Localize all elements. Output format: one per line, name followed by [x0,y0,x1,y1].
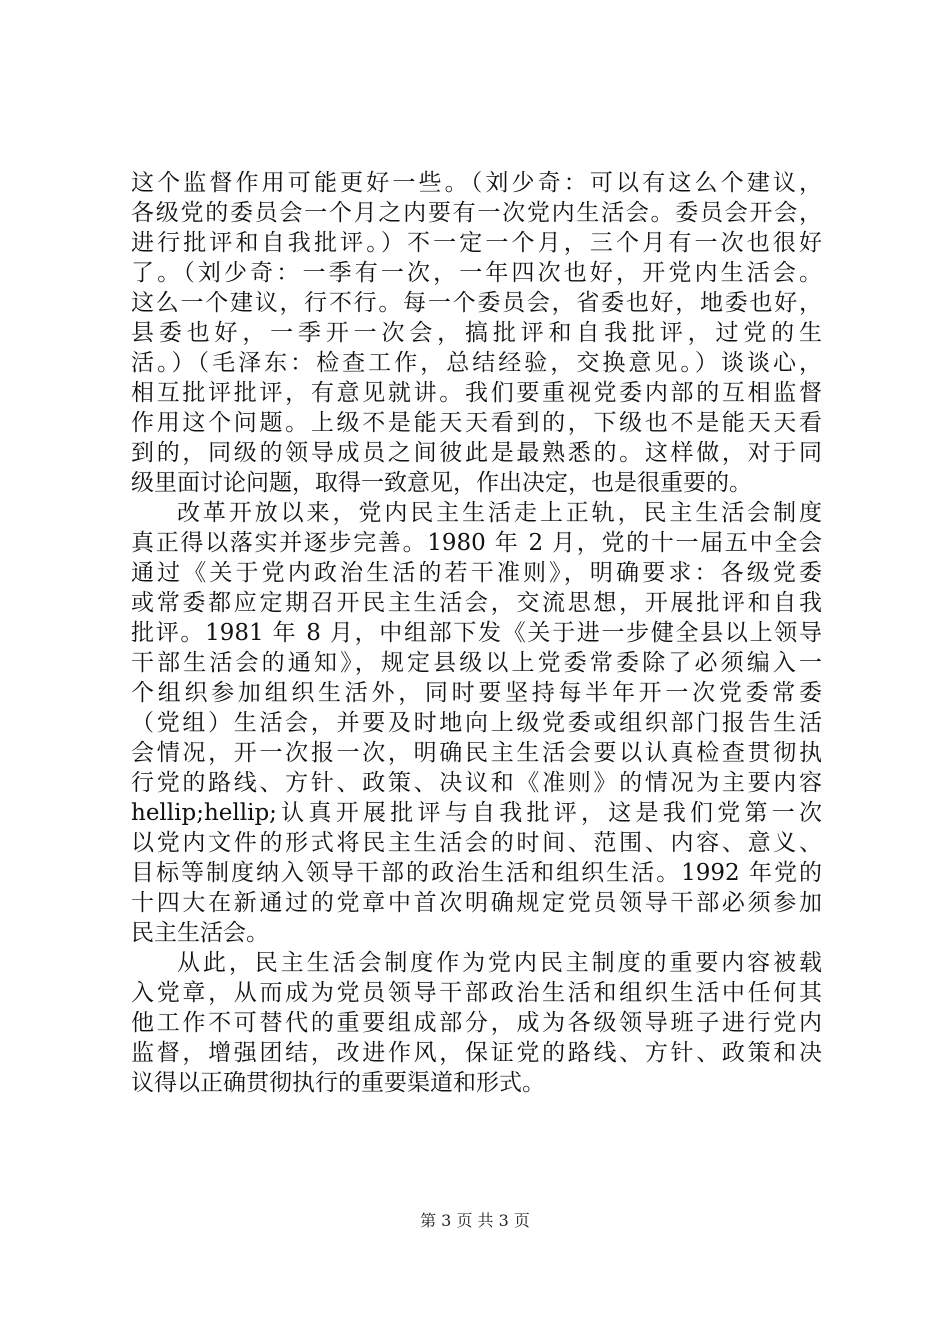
text-line: 县委也好，一季开一次会，搞批评和自我批评，过党的生 [131,320,822,346]
text-line: 批评。1981 年 8 月，中组部下发《关于进一步健全县以上领导 [131,620,822,646]
text-line: 了。（刘少奇：一季有一次，一年四次也好，开党内生活会。 [131,260,822,286]
text-line: 以党内文件的形式将民主生活会的时间、范围、内容、意义、 [131,830,822,856]
text-line: hellip;hellip;认真开展批评与自我批评，这是我们党第一次 [131,800,822,826]
text-line: 活。）（毛泽东：检查工作，总结经验，交换意见。）谈谈心， [131,350,822,376]
paragraph [131,168,822,498]
text-line: 目标等制度纳入领导干部的政治生活和组织生活。1992 年党的 [131,860,822,886]
paragraph [131,498,822,948]
text-line: 各级党的委员会一个月之内要有一次党内生活会。委员会开会， [131,200,822,226]
page-number-footer: 第 3 页 共 3 页 [420,1211,530,1230]
text-line: 通过《关于党内政治生活的若干准则》，明确要求：各级党委 [131,560,822,586]
text-line: 进行批评和自我批评。）不一定一个月，三个月有一次也很好 [131,230,822,256]
document-body [131,168,822,1098]
text-line: 真正得以落实并逐步完善。1980 年 2 月，党的十一届五中全会 [131,530,822,556]
text-line: 议得以正确贯彻执行的重要渠道和形式。 [131,1070,545,1096]
text-line: 作用这个问题。上级不是能天天看到的，下级也不是能天天看 [131,410,822,436]
text-line: 行党的路线、方针、政策、决议和《准则》的情况为主要内容 [131,770,822,796]
text-line: 从此，民主生活会制度作为党内民主制度的重要内容被载 [177,950,822,976]
text-line: 干部生活会的通知》，规定县级以上党委常委除了必须编入一 [131,650,822,676]
text-line: 监督，增强团结，改进作风，保证党的路线、方针、政策和决 [131,1040,822,1066]
paragraph [131,948,822,1098]
text-line: 十四大在新通过的党章中首次明确规定党员领导干部必须参加 [131,890,822,916]
text-line: （党组）生活会，并要及时地向上级党委或组织部门报告生活 [131,710,822,736]
text-line: 改革开放以来，党内民主生活走上正轨，民主生活会制度 [177,500,822,526]
text-line: 民主生活会。 [131,920,269,946]
text-line: 相互批评批评，有意见就讲。我们要重视党委内部的互相监督 [131,380,822,406]
text-line: 入党章，从而成为党员领导干部政治生活和组织生活中任何其 [131,980,822,1006]
text-line: 或常委都应定期召开民主生活会，交流思想，开展批评和自我 [131,590,822,616]
text-line: 个组织参加组织生活外，同时要坚持每半年开一次党委常委 [131,680,822,706]
text-line: 他工作不可替代的重要组成部分，成为各级领导班子进行党内 [131,1010,822,1036]
text-line: 级里面讨论问题，取得一致意见，作出决定，也是很重要的。 [131,470,752,496]
text-line: 到的，同级的领导成员之间彼此是最熟悉的。这样做，对于同 [131,440,822,466]
text-line: 会情况，开一次报一次，明确民主生活会要以认真检查贯彻执 [131,740,822,766]
text-line: 这个监督作用可能更好一些。（刘少奇：可以有这么个建议， [131,170,822,196]
text-line: 这么一个建议，行不行。每一个委员会，省委也好，地委也好， [131,290,822,316]
